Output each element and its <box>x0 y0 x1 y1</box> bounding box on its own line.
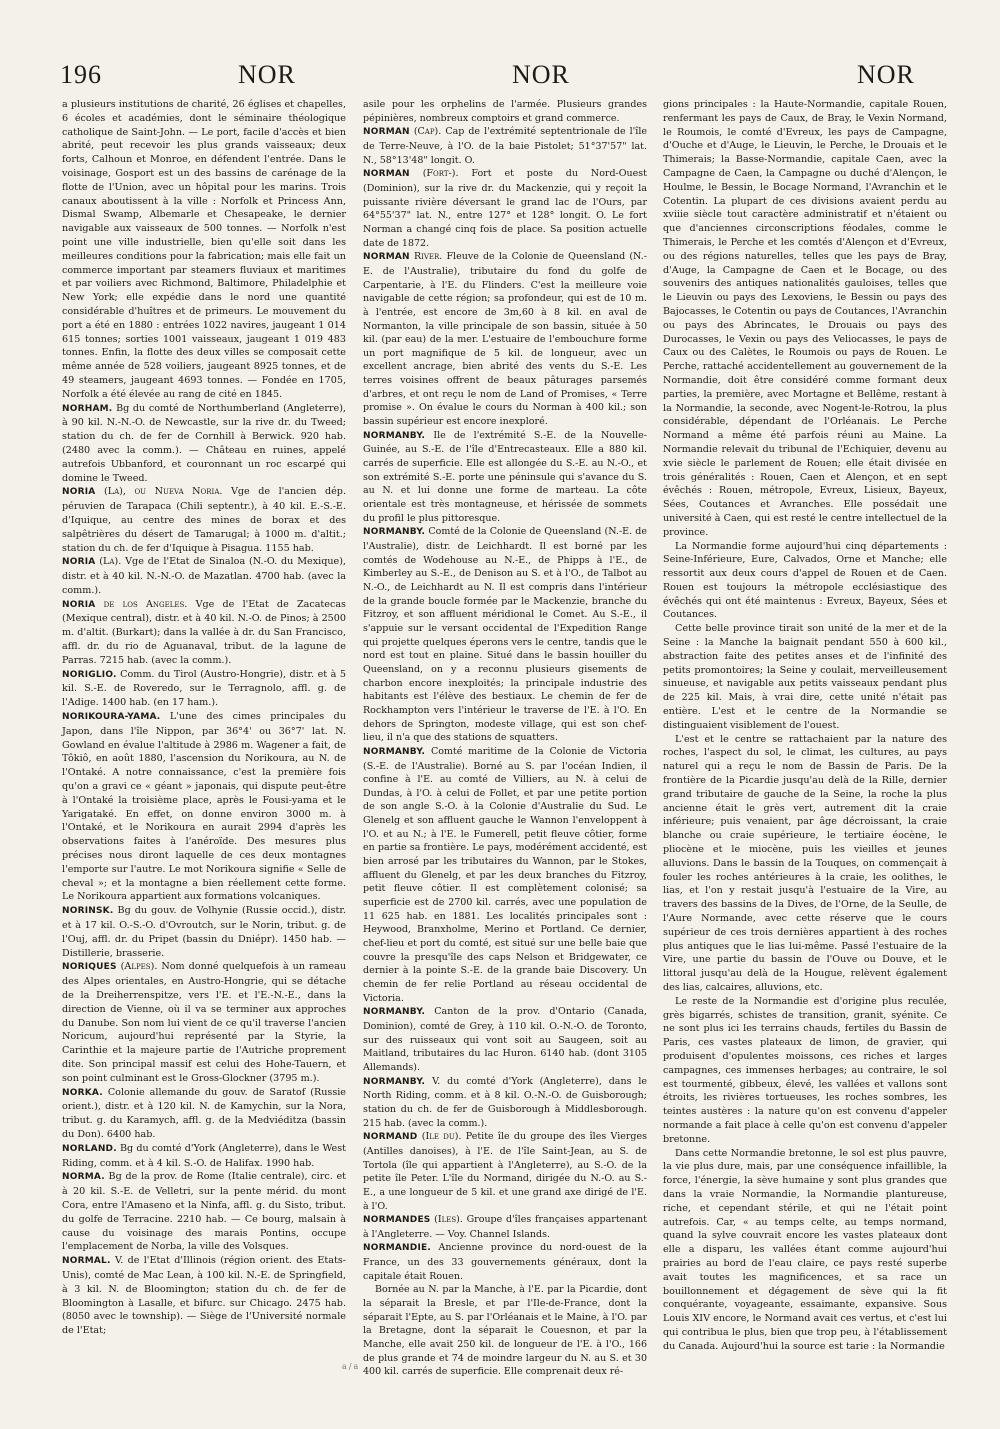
dictionary-entry <box>363 125 647 167</box>
dictionary-entry <box>62 1086 346 1142</box>
paragraph <box>363 1283 647 1379</box>
entry-qualifier: (Fort-). <box>422 168 459 180</box>
entry-text: V. du comté d'York (Angleterre), dans le North Riding, comm. et à 8 kil. O.-N.-O. de Guisborough; station du ch. de fer de Guisborough à Middlesborough. 215 hab. (avec la comm.). <box>363 1075 647 1129</box>
entry-headword: NORIQUES <box>62 962 117 973</box>
paragraph <box>663 995 947 1147</box>
entry-text: Cette belle province tirait son unité de la mer et de la Seine : la Manche la baignait pendant 550 à 600 kil., abstraction faite des petites anses et de l'infinité des petits promontoires; la Seine y coulait, merveilleusement sinueuse, et navigable aux petits vaisseaux pendant plus de 225 kil. Mais, à vrai dire, cette unité n'était pas entière. L'est et le centre de la Normandie se distinguaient visiblement de l'ouest. <box>663 623 947 731</box>
entry-text: gions principales : la Haute-Normandie, capitale Rouen, renfermant les pays de Caux, de Bray, le Vexin Normand, le Roumois, le comté d'Evreux, les pays de Campagne, d'Ouche et d'Auge, le Lieuvin, le Perche, le Drouais et le Thimerais; la Basse-Normandie, capitale Caen, avec la Campagne de Caen, la Campagne ou duché d'Alençon, le Houlme, le Bessin, le Bocage Normand, l'Avranchin et le Cotentin. La plupart de ces divisions avaient perdu au xviiie siècle tout caractère administratif et n'étaient ou que d'anciennes circonscriptions féodales, comme le Thimerais, le Perche et les comtés d'Alençon et d'Evreux, ou des régions naturelles, telles que les pays de Bray, d'Auge, la Campagne de Caen et le Bocage, ou des souvenirs des antiques nationalités gauloises, telles que le Lieuvin ou pays des Lexoviens, le Bessin ou pays des Bajocasses, le Cotentin ou pays de Coutances, l'Avranchin ou pays des Abrincates, le Drouais ou pays des Durocasses, le Vexin ou pays des Veliocasses, le pays de Caux ou des Calètes, le Roumois ou pays de Rouen. Le Perche, rattaché accidentellement au gouvernement de la Normandie, doit être considéré comme formant deux parties, la première, avec Mortagne et Bellême, restant à la Normandie, la seconde, avec Nogent-le-Rotrou, la plus considérable, dépendant de l'Orléanais. Le Perche Normand a même été parfois réuni au Maine. La Normandie relevait du tribunal de l'Echiquier, devenu au xvie siècle le parlement de Rouen; elle était divisée en trois généralités : Rouen, Caen et Alençon, et en sept évêchés : Rouen, métropole, Evreux, Lisieux, Bayeux, Sées, Coutances et Avranches. Elle possédait une université à Caen, qui est resté le centre intellectuel de la province. <box>663 99 947 538</box>
entry-headword: NORIA <box>62 557 96 568</box>
text-column-2 <box>363 98 647 1379</box>
entry-text: Ile de l'extrémité S.-E. de la Nouvelle-Guinée, au S.-E. de l'île d'Entrecasteaux. Elle a 880 kil. carrés de superficie. Elle est allongée du S.-E. au N.-O., et son extrémité S.-E. porte une péninsule qui s'avance du S. au N. et lui donne une forme de marteau. La côte orientale est très montagneuse, et hérissée de sommets du profil le plus pittoresque. <box>363 429 648 524</box>
entry-qualifier: (Ile du). <box>421 1131 462 1143</box>
entry-headword: NORMANBY. <box>363 430 426 441</box>
entry-text: asile pour les orphelins de l'armée. Plusieurs grandes pépinières, nombreux comptoirs et grand commerce. <box>363 99 647 124</box>
dictionary-entry <box>62 960 346 1085</box>
page-header <box>60 60 958 96</box>
entry-headword: NORINSK. <box>62 906 114 917</box>
entry-text: Comté de la Colonie de Queensland (N.-E. de l'Australie), distr. de Leichhardt. Il est borné par les comtés de Wodehouse au N.-E., de Phipps à l'E., de Kimberley au S.-E., de Denison au S. et à l'O., de Talbot au N.-O., de Leichhardt au N. Il est compris dans l'intérieur de la grande boucle formée par le Mackenzie, branche du Fitzroy, et son affluent méridional le Comet. Au S.-E., il s'appuie sur le versant occidental de l'Expedition Range qui projette quelques éperons vers le centre, tandis que le nord est tout en plaine. Situé dans le bassin houiller du Queensland, on y a reconnu plusieurs gisements de charbon encore inexploités; la principale industrie des habitants est l'élève des bestiaux. Le chemin de fer de Rockhampton vers l'intérieur le traverse de l'E. à l'O. En dehors de Springton, modeste village, qui est son chef-lieu, il n'a que des stations de squatters. <box>363 526 647 744</box>
dictionary-entry <box>363 745 647 1005</box>
entry-qualifier: (La). <box>99 556 122 568</box>
entry-text: Fort et poste du Nord-Ouest (Dominion), sur la rive dr. du Mackenzie, qui y reçoit la puissante rivière déversant le grand lac de l'Ours, par 64°55'37" lat. N., entre 127° et 128° longit. O. Le fort Norman a changé cinq fois de place. Sa position actuelle date de 1872. <box>363 168 647 249</box>
footer-mark: a/a <box>342 1362 361 1371</box>
paragraph <box>663 1147 947 1354</box>
dictionary-entry <box>62 1254 346 1338</box>
entry-qualifier: (Alpes). <box>120 961 158 973</box>
dictionary-entry <box>62 402 346 486</box>
entry-text: Canton de la prov. d'Ontario (Canada, Dominion), comté de Grey, à 110 kil. O.-N.-O. de Toronto, sur des ruisseaux qui vont soit au Saugeen, soit au Maitland, tributaires du lac Huron. 6140 hab. (dont 3105 Allemands). <box>363 1006 647 1073</box>
entry-text: Fleuve de la Colonie de Queensland (N.-E. de l'Australie), tributaire du fond du golfe de Carpentarie, à l'E. du Flinders. C'est la meilleure voie navigable de cette région; sa profondeur, qui est de 10 m. à l'entrée, est encore de 3m,60 à 8 kil. en aval de Normanton, la ville principale de son bassin, située à 50 kil. (par eau) de la mer. L'estuaire de l'embouchure forme un port magnifique de 5 kil. de longueur, avec un excellent ancrage, bien abrité des vents du S.-E. Les terres voisines offrent de beaux pâturages parsemés d'arbres, et ont reçu le nom de Land of Promises, « Terre promise ». On évalue le cours du Norman à 400 kil.; son bassin supérieur est encore inexploré. <box>363 251 647 428</box>
dictionary-entry <box>62 1170 346 1254</box>
entry-qualifier: (La), ou Nueva Noria. <box>103 486 223 498</box>
dictionary-entry <box>62 904 346 960</box>
entry-text: Vge de l'ancien dép. péruvien de Tarapaca (Chili septentr.), à 40 kil. E.-S.-E. d'Iquique, au centre des mines de borax et des salpêtrières du désert de Tamarugal; à 1000 m. d'altit.; station du ch. de fer d'Iquique à Pisagua. 1155 hab. <box>62 486 346 554</box>
entry-text: Vge de l'Etat de Zacatecas (Mexique central), distr. et à 40 kil. N.-O. de Pinos; à 2500 m. d'altit. (Burkart); dans la vallée à dr. du San Francisco, affl. dr. du rio de Aguanaval, tribut. de la lagune de Parras. 7215 hab. (avec la comm.). <box>62 598 346 666</box>
dictionary-entry <box>62 598 346 668</box>
entry-headword: NORMANBY. <box>363 527 426 538</box>
paragraph <box>663 540 947 623</box>
entry-text: Vge de l'Etat de Sinaloa (N.-O. du Mexique), distr. et à 40 kil. N.-N.-O. de Mazatlan. 4700 hab. (avec la comm.). <box>62 556 346 596</box>
entry-text: V. de l'Etat d'Illinois (région orient. des Etats-Unis), comté de Mac Lean, à 100 kil. N.-E. de Springfield, à 3 kil. N. de Bloomington; station du ch. de fer de Bloomington à Lasalle, et bifurc. sur Chicago. 2475 hab. (8050 avec le township). — Siège de l'Université normale de l'Etat; <box>62 1255 346 1337</box>
entry-headword: NORIKOURA-YAMA. <box>62 712 161 723</box>
entry-headword: NORMANBY. <box>363 746 426 757</box>
entry-text: Bg du comté d'York (Angleterre), dans le West Riding, comm. et à 4 kil. S.-O. de Halifax. 1990 hab. <box>62 1142 346 1169</box>
entry-qualifier: de los Angeles. <box>103 598 188 610</box>
page-number: 196 <box>60 60 102 89</box>
entry-text: Bg de la prov. de Rome (Italie centrale), circ. et à 20 kil. S.-E. de Velletri, sur la pente mérid. du mont Cora, entre l'Amaseno et la Ninfa, affl. g. du Sisto, tribut. du golfe de Terracine. 2210 hab. — Ce bourg, malsain à cause du voisinage des marais Pontins, occupe l'emplacement de Norba, la ville des Volsques. <box>62 1171 346 1253</box>
entry-text: Nom donné quelquefois à un rameau des Alpes orientales, en Austro-Hongrie, qui se détache de la Dreiherrenspitze, vers l'E. et l'E.-N.-E., dans la direction de Vienne, où il va se terminer aux approches du Danube. Son nom lui vient de ce qu'il traverse l'ancien Noricum, aujourd'hui représenté par la Styrie, la Carinthie et la majeure partie de l'Autriche proprement dite. Son principal massif est celui des Hohe-Tauern, et son point culminant est le Gross-Glockner (3795 m.). <box>62 961 346 1084</box>
entry-text: L'une des cimes principales du Japon, dans l'île Nippon, par 36°4' ou 36°7' lat. N. Gowland en évalue l'altitude à 2986 m. Wagener a fait, de Tôkiô, en août 1880, l'ascension du Norikoura, au N. de l'Ontaké. A notre connaissance, c'est la première fois qu'on a gravi ce « géant » japonais, qui dispute peut-être à l'Ontaké la troisième place, après le Fousi-yama et le Yarigataké. En effet, on donne environ 3000 m. à l'Ontaké, et le Norikoura en aurait 2994 d'après les observations faites à l'anéroïde. Des mesures plus précises nous diront laquelle de ces deux montagnes l'emporte sur l'autre. Le mot Norikoura signifie « Selle de cheval »; et la montagne a bien réellement cette forme. Le Norikoura appartient aux formations volcaniques. <box>62 711 346 903</box>
entry-text: Ancienne province du nord-ouest de la France, un des 33 gouvernements généraux, dont la capitale était Rouen. <box>363 1242 647 1282</box>
entry-headword: NORMANBY. <box>363 1007 426 1018</box>
paragraph <box>62 98 346 402</box>
text-column-1 <box>62 98 346 1338</box>
entry-text: Comm. du Tirol (Austro-Hongrie), distr. et à 5 kil. S.-E. de Roveredo, sur le Terragnolo, affl. g. de l'Adige. 1400 hab. (en 17 ham.). <box>62 668 346 709</box>
paragraph <box>663 98 947 540</box>
entry-headword: NORMANDIE. <box>363 1243 431 1254</box>
paragraph <box>663 733 947 995</box>
entry-qualifier: (Cap). <box>413 126 442 138</box>
dictionary-entry <box>363 1005 647 1074</box>
entry-text: Petite île du groupe des îles Vierges (Antilles danoises), à l'E. de l'île Saint-Jean, au S. de Tortola (île qui appartient à l'Angleterre), au S.-O. de la petite île Peter. L'île du Normand, dirigée du N.-O. au S.-E., a une longueur de 5 kil. et une grand axe dirigé de l'E. à l'O. <box>363 1131 647 1212</box>
entry-text: La Normandie forme aujourd'hui cinq départements : Seine-Inférieure, Eure, Calvados, Orne et Manche; elle ressortit aux deux cours d'appel de Rouen et de Caen. Rouen est toujours la métropole ecclésiastique des évêchés qui ont été maintenus : Evreux, Bayeux, Sées et Coutances. <box>663 540 947 621</box>
dictionary-entry <box>62 668 346 710</box>
dictionary-entry <box>62 710 346 904</box>
running-head-right: NOR <box>857 60 915 89</box>
entry-headword: NORIA <box>62 487 96 498</box>
entry-headword: NORIA <box>62 599 96 610</box>
text-column-3 <box>663 98 947 1354</box>
entry-headword: NORIGLIO. <box>62 669 117 680</box>
entry-headword: NORMAN <box>363 169 410 180</box>
entry-headword: NORMA. <box>62 1172 105 1183</box>
entry-text: Cap de l'extrémité septentrionale de l'île de Terre-Neuve, à l'O. de la baie Pistolet; 51°37'57" lat. N., 58°13'48" longit. O. <box>363 126 647 166</box>
dictionary-entry <box>363 429 647 526</box>
entry-headword: NORMAN <box>363 127 410 138</box>
entry-headword: NORMANBY. <box>363 1076 426 1087</box>
entry-headword: NORMAND <box>363 1132 418 1143</box>
entry-text: L'est et le centre se rattachaient par la nature des roches, l'aspect du sol, le climat, les cultures, au pays naturel qui a reçu le nom de Bassin de Paris. De la frontière de la Picardie jusqu'au delà de la Rille, dernier grand tributaire de gauche de la Seine, la roche la plus ancienne était le grès vert, autrement dit la craie inférieure; puis venaient, par âge décroissant, la craie blanche ou craie supérieure, le tertiaire éocène, le pliocène et le miocène, puis les vieilles et jeunes alluvions. Dans le bassin de la Touques, on commençait à fouler les roches antérieures à la craie, les oolithes, le lias, et l'on y restait jusqu'à l'estuaire de la Vire, au travers des bassins de la Dives, de l'Orne, de la Seulle, de l'Aure Normande, avec cette réserve que le cours supérieur de ces trois dernières appartient à des roches plus antiques que le lias lui-même. Passé l'estuaire de la Vire, une partie du bassin de l'Ouve ou Douve, et le littoral jusqu'au delà de la Hougue, relèvent également des lias, calcaires, alluvions, etc. <box>663 733 947 993</box>
entry-text: Bg du comté de Northumberland (Angleterre), à 90 kil. N.-N.-O. de Newcastle, sur la rive dr. du Tweed; station du ch. de fer de Cornhill à Berwick. 920 hab. (2480 avec la comm.). — Château en ruines, appelé autrefois Ubbanford, et couronnant un roc escarpé qui domine le Tweed. <box>62 402 346 484</box>
dictionary-entry <box>363 1075 647 1131</box>
entry-text: Le reste de la Normandie est d'origine plus reculée, grès bigarrés, schistes de transition, granit, syénite. Ce ne sont plus ici les terrains chauds, fertiles du Bassin de Paris, ces vastes plateaux de limon, de gravier, qui produisent d'opulentes moissons, ces riches et larges campagnes, ces immenses herbages; au contraire, le sol est tourmenté, gibbeux, élevé, les vallées et vallons sont étroits, les rivières tortueuses, les roches sombres, les teintes austères : la nature qu'on est convenu d'appeler normande a fait place à celle qu'on est convenu d'appeler bretonne. <box>663 995 947 1145</box>
dictionary-entry <box>363 250 647 429</box>
dictionary-entry <box>363 167 647 250</box>
entry-text: Bg du gouv. de Volhynie (Russie occid.), distr. et à 17 kil. O.-S.-O. d'Ovroutch, sur le Norin, tribut. g. de l'Ouj, affl. dr. du Pripet (bassin du Dniépr). 1450 hab. — Distillerie, brasserie. <box>62 905 346 959</box>
running-head-center: NOR <box>512 60 570 89</box>
entry-text: Dans cette Normandie bretonne, le sol est plus pauvre, la vie plus dure, mais, par une conséquence infaillible, la force, l'énergie, la sève humaine y sont plus grandes que dans la vraie Normandie, la Normandie plantureuse, riche, et cependant stérile, et qui ne l'était point autrefois. Car, « au temps celte, au temps normand, quand la sylve couvrait encore les vastes plateaux dont elle a disparu, les vallées étant comme aujourd'hui prairies au bord de l'eau claire, ce pays resté superbe avait toutes les magnificences, et sa race un bouillonnement et dégagement de sève qui la fit conquérante, voyageante, essaimante, expansive. Sous Louis XIV encore, le Normand avait ces vertus, et c'est lui qui contribua le plus, bien que trop peu, à l'établissement du Canada. Aujourd'hui la source est tarie : la Normandie <box>663 1147 947 1352</box>
dictionary-entry <box>363 1130 647 1213</box>
entry-headword: NORLAND. <box>62 1143 117 1154</box>
paragraph <box>363 98 647 125</box>
dictionary-entry <box>363 1241 647 1283</box>
entry-headword: NORMANDES <box>363 1215 431 1226</box>
dictionary-entry <box>62 485 346 555</box>
entry-text: Colonie allemande du gouv. de Saratof (Russie orient.), distr. et à 120 kil. N. de Kamychin, sur la Nora, tribut. g. du Karamych, affl. g. de la Medviéditza (bassin du Don). 6400 hab. <box>62 1086 346 1140</box>
dictionary-entry <box>62 1142 346 1171</box>
entry-qualifier: River. <box>413 251 443 263</box>
dictionary-entry <box>62 555 346 597</box>
entry-headword: NORHAM. <box>62 403 113 414</box>
entry-text: Bornée au N. par la Manche, à l'E. par la Picardie, dont la séparait la Bresle, et par l'Ile-de-France, dont la séparait l'Epte, au S. par l'Orléanais et le Maine, à l'O. par la Bretagne, dont la séparait le Couesnon, et par la Manche, elle avait 250 kil. de longueur de l'E. à l'O., 166 de plus grande et 74 de moindre largeur du N. au S. et 30 400 kil. carrés de superficie. Elle comprenait deux ré- <box>363 1284 647 1378</box>
entry-text: Comté maritime de la Colonie de Victoria (S.-E. de l'Australie). Borné au S. par l'océan Indien, il confine à l'E. au comté de Villiers, au N. à celui de Dundas, à l'O. à celui de Follet, et par une petite portion de son angle S.-O. à la Colonie d'Australie du Sud. Le Glenelg et son affluent gauche le Wannon l'enveloppent à l'O. et au N.; à l'E. le Fumerell, petit fleuve côtier, forme en partie sa frontière. Le pays, modérément accidenté, est bien arrosé par les tributaires du Wannon, par le Stokes, affluent du Glenelg, et par les deux branches du Fitzroy, petit fleuve côtier. Il est complètement colonisé; sa superficie est de 2700 kil. carrés, avec une population de 11 625 hab. en 1881. Les localités principales sont : Heywood, Branxholme, Merino et Portland. Ce dernier, chef-lieu et port du comté, est situé sur une belle baie que couvre la presqu'île des caps Nelson et Bridgewater, ce dernier à la pointe S.-E. de la grande baie Discovery. Un chemin de fer relie Portland au réseau occidental de Victoria. <box>363 745 647 1004</box>
running-head-left: NOR <box>238 60 296 89</box>
dictionary-entry <box>363 525 647 745</box>
entry-text: a plusieurs institutions de charité, 26 églises et chapelles, 6 écoles et académies, dont le séminaire théologique catholique de Saint-John. — Le port, facile d'accès et bien abrité, peut recevoir les plus grands vaisseaux; deux forts, Calhoun et Monroe, en défendent l'entrée. Dans le voisinage, Gosport est un des bassins de carénage de la flotte de l'Union, avec un hôpital pour les marins. Trois canaux aboutissent à la ville : Norfolk et Princess Ann, Dismal Swamp, Albemarle et Chesapeake, le dernier navigable aux vaisseaux de 500 tonnes. — Norfolk n'est point une ville industrielle, bien qu'elle soit dans les meilleures conditions pour la fabrication; mais elle fait un commerce important par steamers fluviaux et maritimes et par voiliers avec Richmond, Baltimore, Philadelphie et New York; elle expédie dans le nord une quantité considérable d'huîtres et de primeurs. Le mouvement du port a été en 1880 : entrées 1022 navires, jaugeant 1 014 615 tonnes; sorties 1001 vaisseaux, jaugeant 1 019 483 tonnes. Enfin, la flotte des deux villes se composait cette même année de 528 voiliers, jaugeant 8925 tonnes, et de 49 steamers, jaugeant 4693 tonnes. — Fondée en 1705, Norfolk a été élevée au rang de cité en 1845. <box>62 99 346 400</box>
paragraph <box>663 622 947 732</box>
entry-headword: NORMAN <box>363 252 410 263</box>
entry-headword: NORKA. <box>62 1087 103 1098</box>
dictionary-entry <box>363 1213 647 1241</box>
entry-headword: NORMAL. <box>62 1256 111 1267</box>
entry-text: Groupe d'îles françaises appartenant à l'Angleterre. — Voy. Channel Islands. <box>363 1214 647 1240</box>
entry-qualifier: (Iles). <box>434 1214 463 1226</box>
